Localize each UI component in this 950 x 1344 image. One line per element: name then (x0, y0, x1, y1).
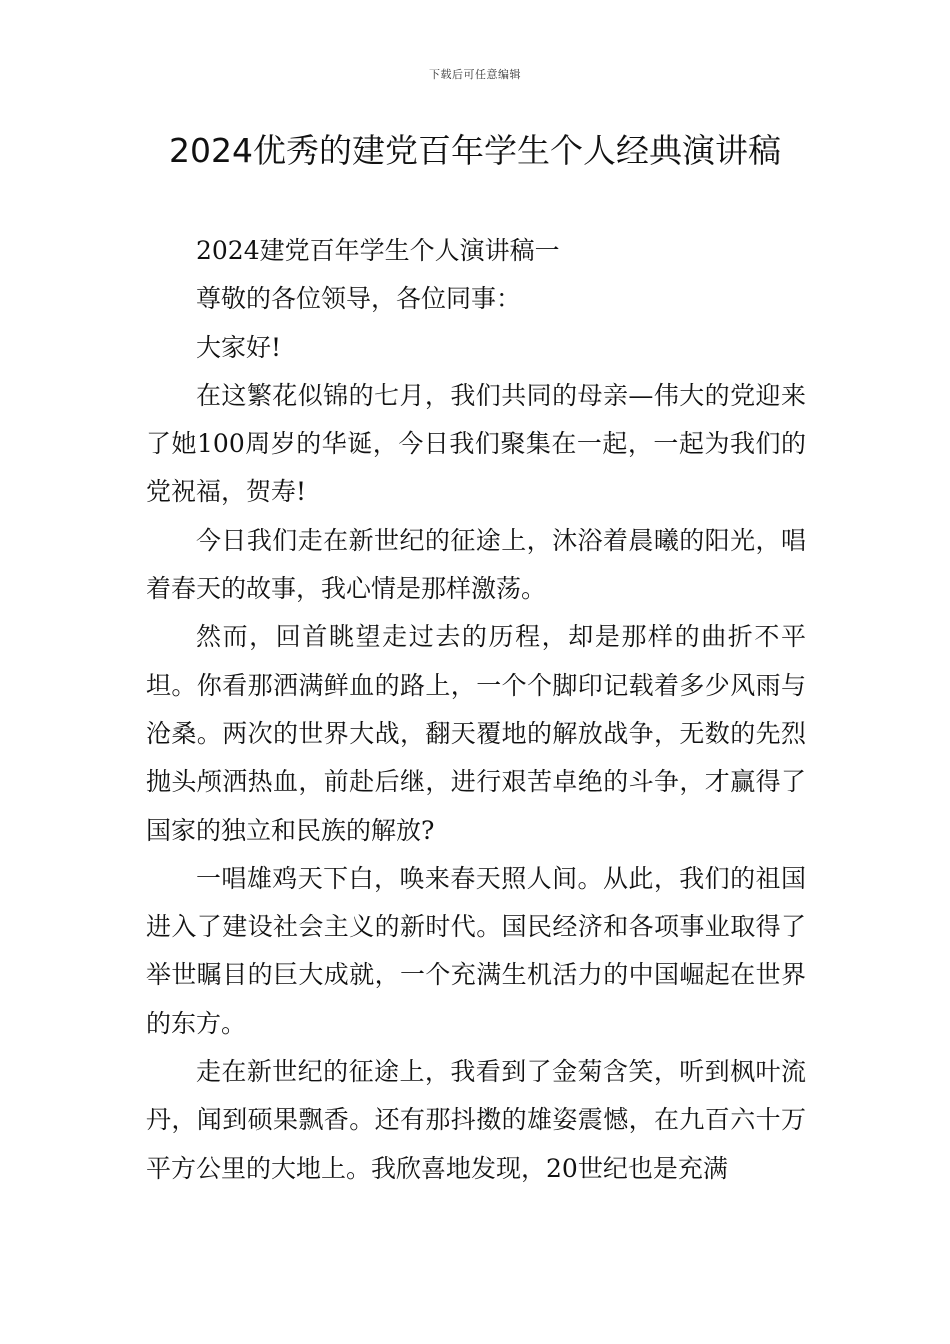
body-paragraph: 今日我们走在新世纪的征途上，沐浴着晨曦的阳光，唱着春天的故事，我心情是那样激荡。 (146, 525, 806, 604)
document-title: 2024优秀的建党百年学生个人经典演讲稿 (169, 131, 781, 170)
body-paragraph: 在这繁花似锦的七月，我们共同的母亲—伟大的党迎来了她100周岁的华诞，今日我们聚集在一起，一起为我们的党祝福，贺寿! (146, 380, 806, 507)
document-body (146, 227, 806, 1193)
body-paragraph: 然而，回首眺望走过去的历程，却是那样的曲折不平坦。你看那洒满鲜血的路上，一个个脚印记载着多少风雨与沧桑。两次的世界大战，翻天覆地的解放战争，无数的先烈抛头颅洒热血，前赴后继，进行艰苦卓绝的斗争，才赢得了国家的独立和民族的解放? (146, 622, 806, 845)
subtitle-paragraph: 2024建党百年学生个人演讲稿一 (196, 236, 560, 265)
body-paragraph: 走在新世纪的征途上，我看到了金菊含笑，听到枫叶流丹，闻到硕果飘香。还有那抖擞的雄姿震憾，在九百六十万平方公里的大地上。我欣喜地发现，20世纪也是充满 (146, 1057, 806, 1183)
body-paragraph: 一唱雄鸡天下白，唤来春天照人间。从此，我们的祖国进入了建设社会主义的新时代。国民经济和各项事业取得了举世瞩目的巨大成就，一个充满生机活力的中国崛起在世界的东方。 (146, 863, 806, 1038)
salutation-paragraph: 尊敬的各位领导，各位同事： (196, 284, 522, 314)
greeting-paragraph: 大家好! (196, 332, 282, 362)
download-note: 下载后可任意编辑 (429, 68, 521, 81)
